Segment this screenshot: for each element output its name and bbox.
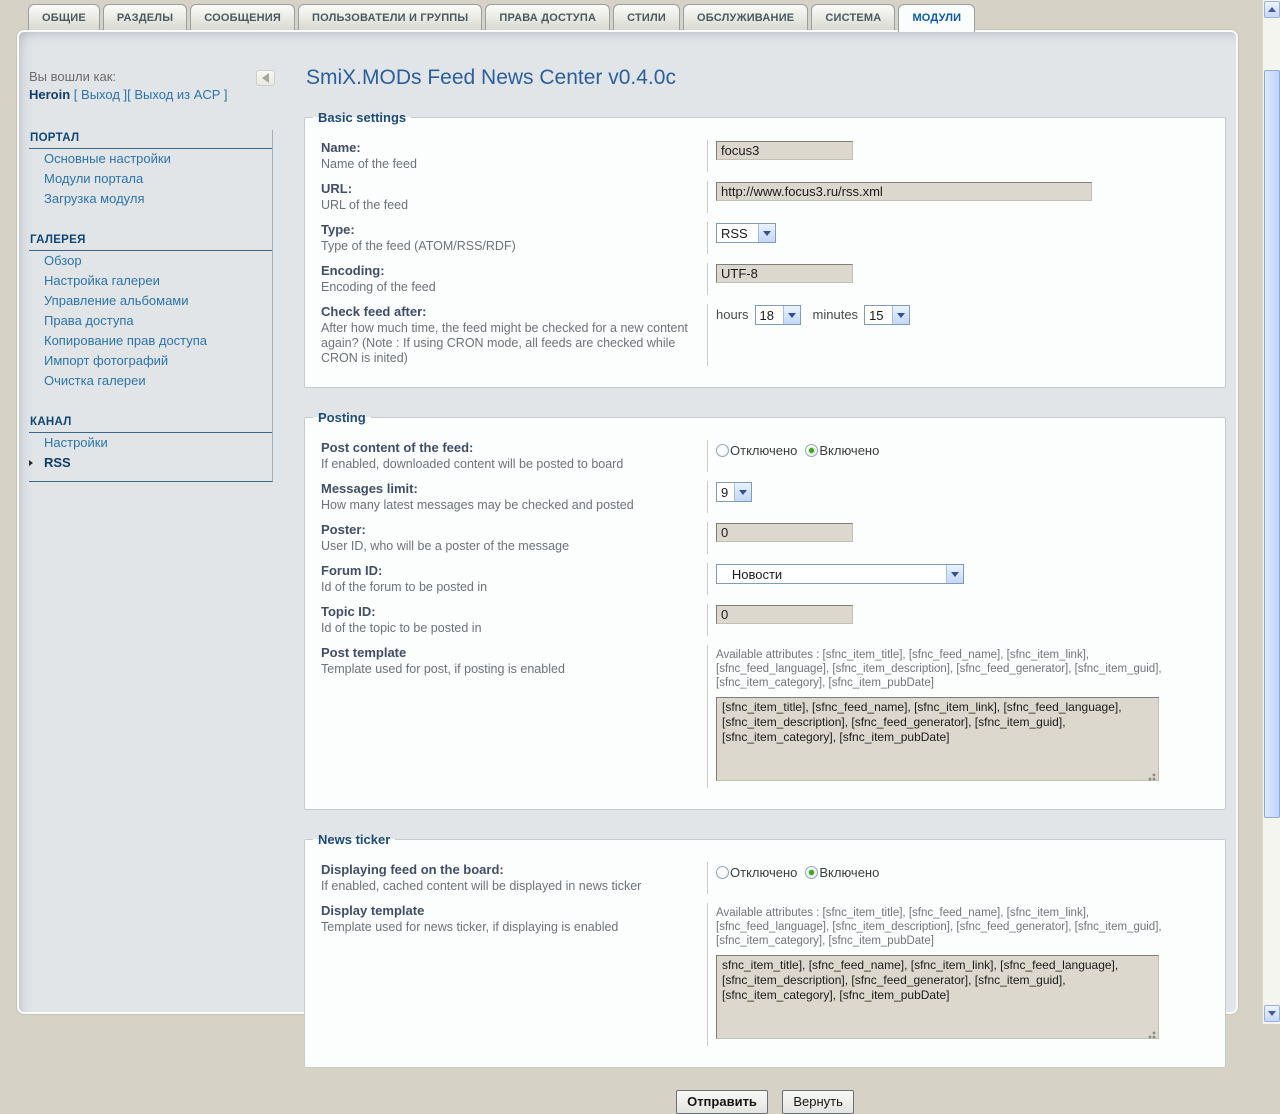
tab-soobshcheniya[interactable]: СООБЩЕНИЯ <box>190 4 295 30</box>
tab-obsluzhivanie[interactable]: ОБСЛУЖИВАНИЕ <box>683 4 808 30</box>
field-poster <box>321 522 1209 554</box>
resize-grip-icon[interactable] <box>1145 770 1156 781</box>
field-url <box>321 181 1209 213</box>
user-info <box>29 68 273 104</box>
display-template-label: Display template <box>321 903 425 918</box>
type-explain: Type of the feed (ATOM/RSS/RDF) <box>321 239 516 253</box>
menu-section-kanal: КАНАЛ <box>29 414 272 433</box>
sidebar-item-osnovnye-nastroyki[interactable]: Основные настройки <box>44 151 171 166</box>
messages-limit-explain: How many latest messages may be checked and posted <box>321 498 634 512</box>
radio-on-label: Включено <box>819 443 880 458</box>
tab-obshchie[interactable]: ОБЩИЕ <box>28 4 100 30</box>
tab-sistema[interactable]: СИСТЕМА <box>811 4 895 30</box>
field-type <box>321 222 1209 254</box>
radio-off-button[interactable] <box>716 866 729 879</box>
displaying-feed-label: Displaying feed on the board: <box>321 862 504 877</box>
sidebar-item-nastroyki[interactable]: Настройки <box>44 435 108 450</box>
displaying-feed-radio-group <box>716 863 1209 880</box>
basic-settings-legend: Basic settings <box>318 110 407 125</box>
scroll-up-button[interactable] <box>1264 1 1280 18</box>
news-ticker-legend: News ticker <box>318 832 391 847</box>
topic-id-explain: Id of the topic to be posted in <box>321 621 482 635</box>
encoding-input[interactable] <box>716 264 853 283</box>
type-select[interactable] <box>716 223 776 243</box>
radio-off-label: Отключено <box>730 443 798 458</box>
sidebar-item-zagruzka-modulya[interactable]: Загрузка модуля <box>44 191 145 206</box>
sidebar-menu <box>29 130 273 482</box>
radio-off-button[interactable] <box>716 444 729 457</box>
poster-input[interactable] <box>716 523 853 542</box>
submit-button[interactable]: Отправить <box>676 1090 768 1114</box>
field-post-template <box>321 645 1209 788</box>
chevron-down-icon <box>892 306 909 324</box>
module-content <box>304 62 1226 1114</box>
post-template-explain: Template used for post, if posting is enabled <box>321 662 565 676</box>
field-check-feed-after <box>321 304 1209 366</box>
sidebar-item-obzor[interactable]: Обзор <box>44 253 82 268</box>
poster-label: Poster: <box>321 522 366 537</box>
forum-id-label: Forum ID: <box>321 563 383 578</box>
posting-legend: Posting <box>318 410 366 425</box>
acp-tab-bar <box>28 4 975 32</box>
chevron-down-icon <box>946 565 963 583</box>
field-messages-limit <box>321 481 1209 513</box>
tab-prava-dostupa[interactable]: ПРАВА ДОСТУПА <box>485 4 610 30</box>
chevron-up-icon <box>1268 3 1276 12</box>
resize-grip-icon[interactable] <box>1145 1028 1156 1039</box>
poster-explain: User ID, who will be a poster of the message <box>321 539 570 553</box>
left-arrow-icon <box>257 73 269 83</box>
displaying-feed-explain: If enabled, cached content will be displayed in news ticker <box>321 879 642 893</box>
menu-section-portal: ПОРТАЛ <box>29 130 272 149</box>
post-content-explain: If enabled, downloaded content will be posted to board <box>321 457 624 471</box>
minutes-label: minutes <box>812 307 859 323</box>
radio-on-label: Включено <box>819 865 880 880</box>
logout-acp-link[interactable]: [ Выход из ACP ] <box>127 87 228 102</box>
post-template-textarea[interactable] <box>716 697 1159 781</box>
check-after-explain: After how much time, the feed might be checked for a new content again? (Note : If using CRON mode, all feeds are checked while CRON is inited) <box>321 321 688 365</box>
name-label: Name: <box>321 140 361 155</box>
menu-section-galereya: ГАЛЕРЕЯ <box>29 232 272 251</box>
sidebar-item-upravlenie-albomami[interactable]: Управление альбомами <box>44 293 189 308</box>
available-attributes-text: Available attributes : [sfnc_item_title], [sfnc_feed_name], [sfnc_item_link], [sfnc_feed_language], [sfnc_item_description], [sfnc_feed_generator], [sfnc_item_guid], [sfnc_item_category], [sfnc_item_pubDate] <box>716 907 1162 947</box>
sidebar-item-nastroyka-galerei[interactable]: Настройка галереи <box>44 273 160 288</box>
sidebar-item-import-fotografiy[interactable]: Импорт фотографий <box>44 353 169 368</box>
topic-id-label: Topic ID: <box>321 604 376 619</box>
field-display-template <box>321 903 1209 1046</box>
check-after-label: Check feed after: <box>321 304 427 319</box>
username: Heroin <box>29 87 71 102</box>
chevron-down-icon <box>734 483 751 501</box>
messages-limit-select[interactable] <box>716 482 752 502</box>
encoding-explain: Encoding of the feed <box>321 280 436 294</box>
post-content-label: Post content of the feed: <box>321 440 474 455</box>
forum-id-explain: Id of the forum to be posted in <box>321 580 488 594</box>
sidebar-item-ochistka-galerei[interactable]: Очистка галереи <box>44 373 146 388</box>
field-topic-id <box>321 604 1209 636</box>
tab-moduli[interactable]: МОДУЛИ <box>898 4 975 32</box>
field-displaying-feed <box>321 862 1209 894</box>
type-select-value: RSS <box>721 225 748 241</box>
minutes-select[interactable] <box>864 305 910 325</box>
topic-id-input[interactable] <box>716 605 853 624</box>
forum-id-value: Новости <box>721 566 783 582</box>
reset-button[interactable]: Вернуть <box>782 1090 854 1114</box>
display-template-textarea[interactable] <box>716 955 1159 1039</box>
messages-limit-value: 9 <box>721 484 729 500</box>
post-content-radio-group <box>716 441 1209 458</box>
field-post-content <box>321 440 1209 472</box>
encoding-label: Encoding: <box>321 263 385 278</box>
radio-on-button[interactable] <box>805 866 818 879</box>
display-template-explain: Template used for news ticker, if displaying is enabled <box>321 920 619 934</box>
news-ticker-fieldset <box>304 832 1226 1068</box>
tab-stili[interactable]: СТИЛИ <box>613 4 680 30</box>
vertical-scrollbar[interactable] <box>1262 0 1280 1024</box>
type-label: Type: <box>321 222 355 237</box>
url-input[interactable] <box>716 182 1092 201</box>
active-item-arrow-icon <box>29 460 36 466</box>
url-label: URL: <box>321 181 353 196</box>
basic-settings-fieldset <box>304 110 1226 388</box>
field-forum-id <box>321 563 1209 595</box>
hours-select[interactable] <box>755 305 801 325</box>
logout-link[interactable]: [ Выход ] <box>73 87 128 102</box>
chevron-down-icon <box>1268 1011 1276 1020</box>
sidebar-item-rss[interactable] <box>29 453 272 473</box>
page-title: SmiX.MODs Feed News Center v0.4.0c <box>306 66 676 89</box>
available-attributes-text: Available attributes : [sfnc_item_title], [sfnc_feed_name], [sfnc_item_link], [sfnc_feed_language], [sfnc_item_description], [sfnc_feed_generator], [sfnc_item_guid], [sfnc_item_category], [sfnc_item_pubDate] <box>716 649 1162 689</box>
scrollbar-thumb[interactable] <box>1264 70 1280 818</box>
tab-polzovateli-i-gruppy[interactable]: ПОЛЬЗОВАТЕЛИ И ГРУППЫ <box>298 4 482 30</box>
post-template-label: Post template <box>321 645 407 660</box>
form-footer <box>304 1090 1226 1114</box>
minutes-select-value: 15 <box>869 307 884 323</box>
url-explain: URL of the feed <box>321 198 409 212</box>
radio-off-label: Отключено <box>730 865 798 880</box>
logged-in-label: Вы вошли как: <box>29 69 117 84</box>
field-encoding <box>321 263 1209 295</box>
hours-select-value: 18 <box>759 307 774 323</box>
forum-id-select[interactable] <box>716 564 964 584</box>
scroll-down-button[interactable] <box>1264 1005 1280 1022</box>
acp-main-panel <box>17 30 1238 1109</box>
sidebar-item-rss-label: RSS <box>44 455 71 470</box>
hours-label: hours <box>716 307 749 323</box>
chevron-down-icon <box>783 306 800 324</box>
name-explain: Name of the feed <box>321 157 417 171</box>
chevron-down-icon <box>758 224 775 242</box>
tab-razdely[interactable]: РАЗДЕЛЫ <box>103 4 187 30</box>
posting-fieldset <box>304 410 1226 810</box>
name-input[interactable] <box>716 141 853 160</box>
sidebar-item-prava-dostupa[interactable]: Права доступа <box>44 313 134 328</box>
sidebar-item-kopirovanie-prav[interactable]: Копирование прав доступа <box>44 333 208 348</box>
radio-on-button[interactable] <box>805 444 818 457</box>
sidebar <box>29 68 273 482</box>
field-name <box>321 140 1209 172</box>
messages-limit-label: Messages limit: <box>321 481 418 496</box>
sidebar-collapse-button[interactable] <box>256 70 275 86</box>
sidebar-item-moduli-portala[interactable]: Модули портала <box>44 171 144 186</box>
